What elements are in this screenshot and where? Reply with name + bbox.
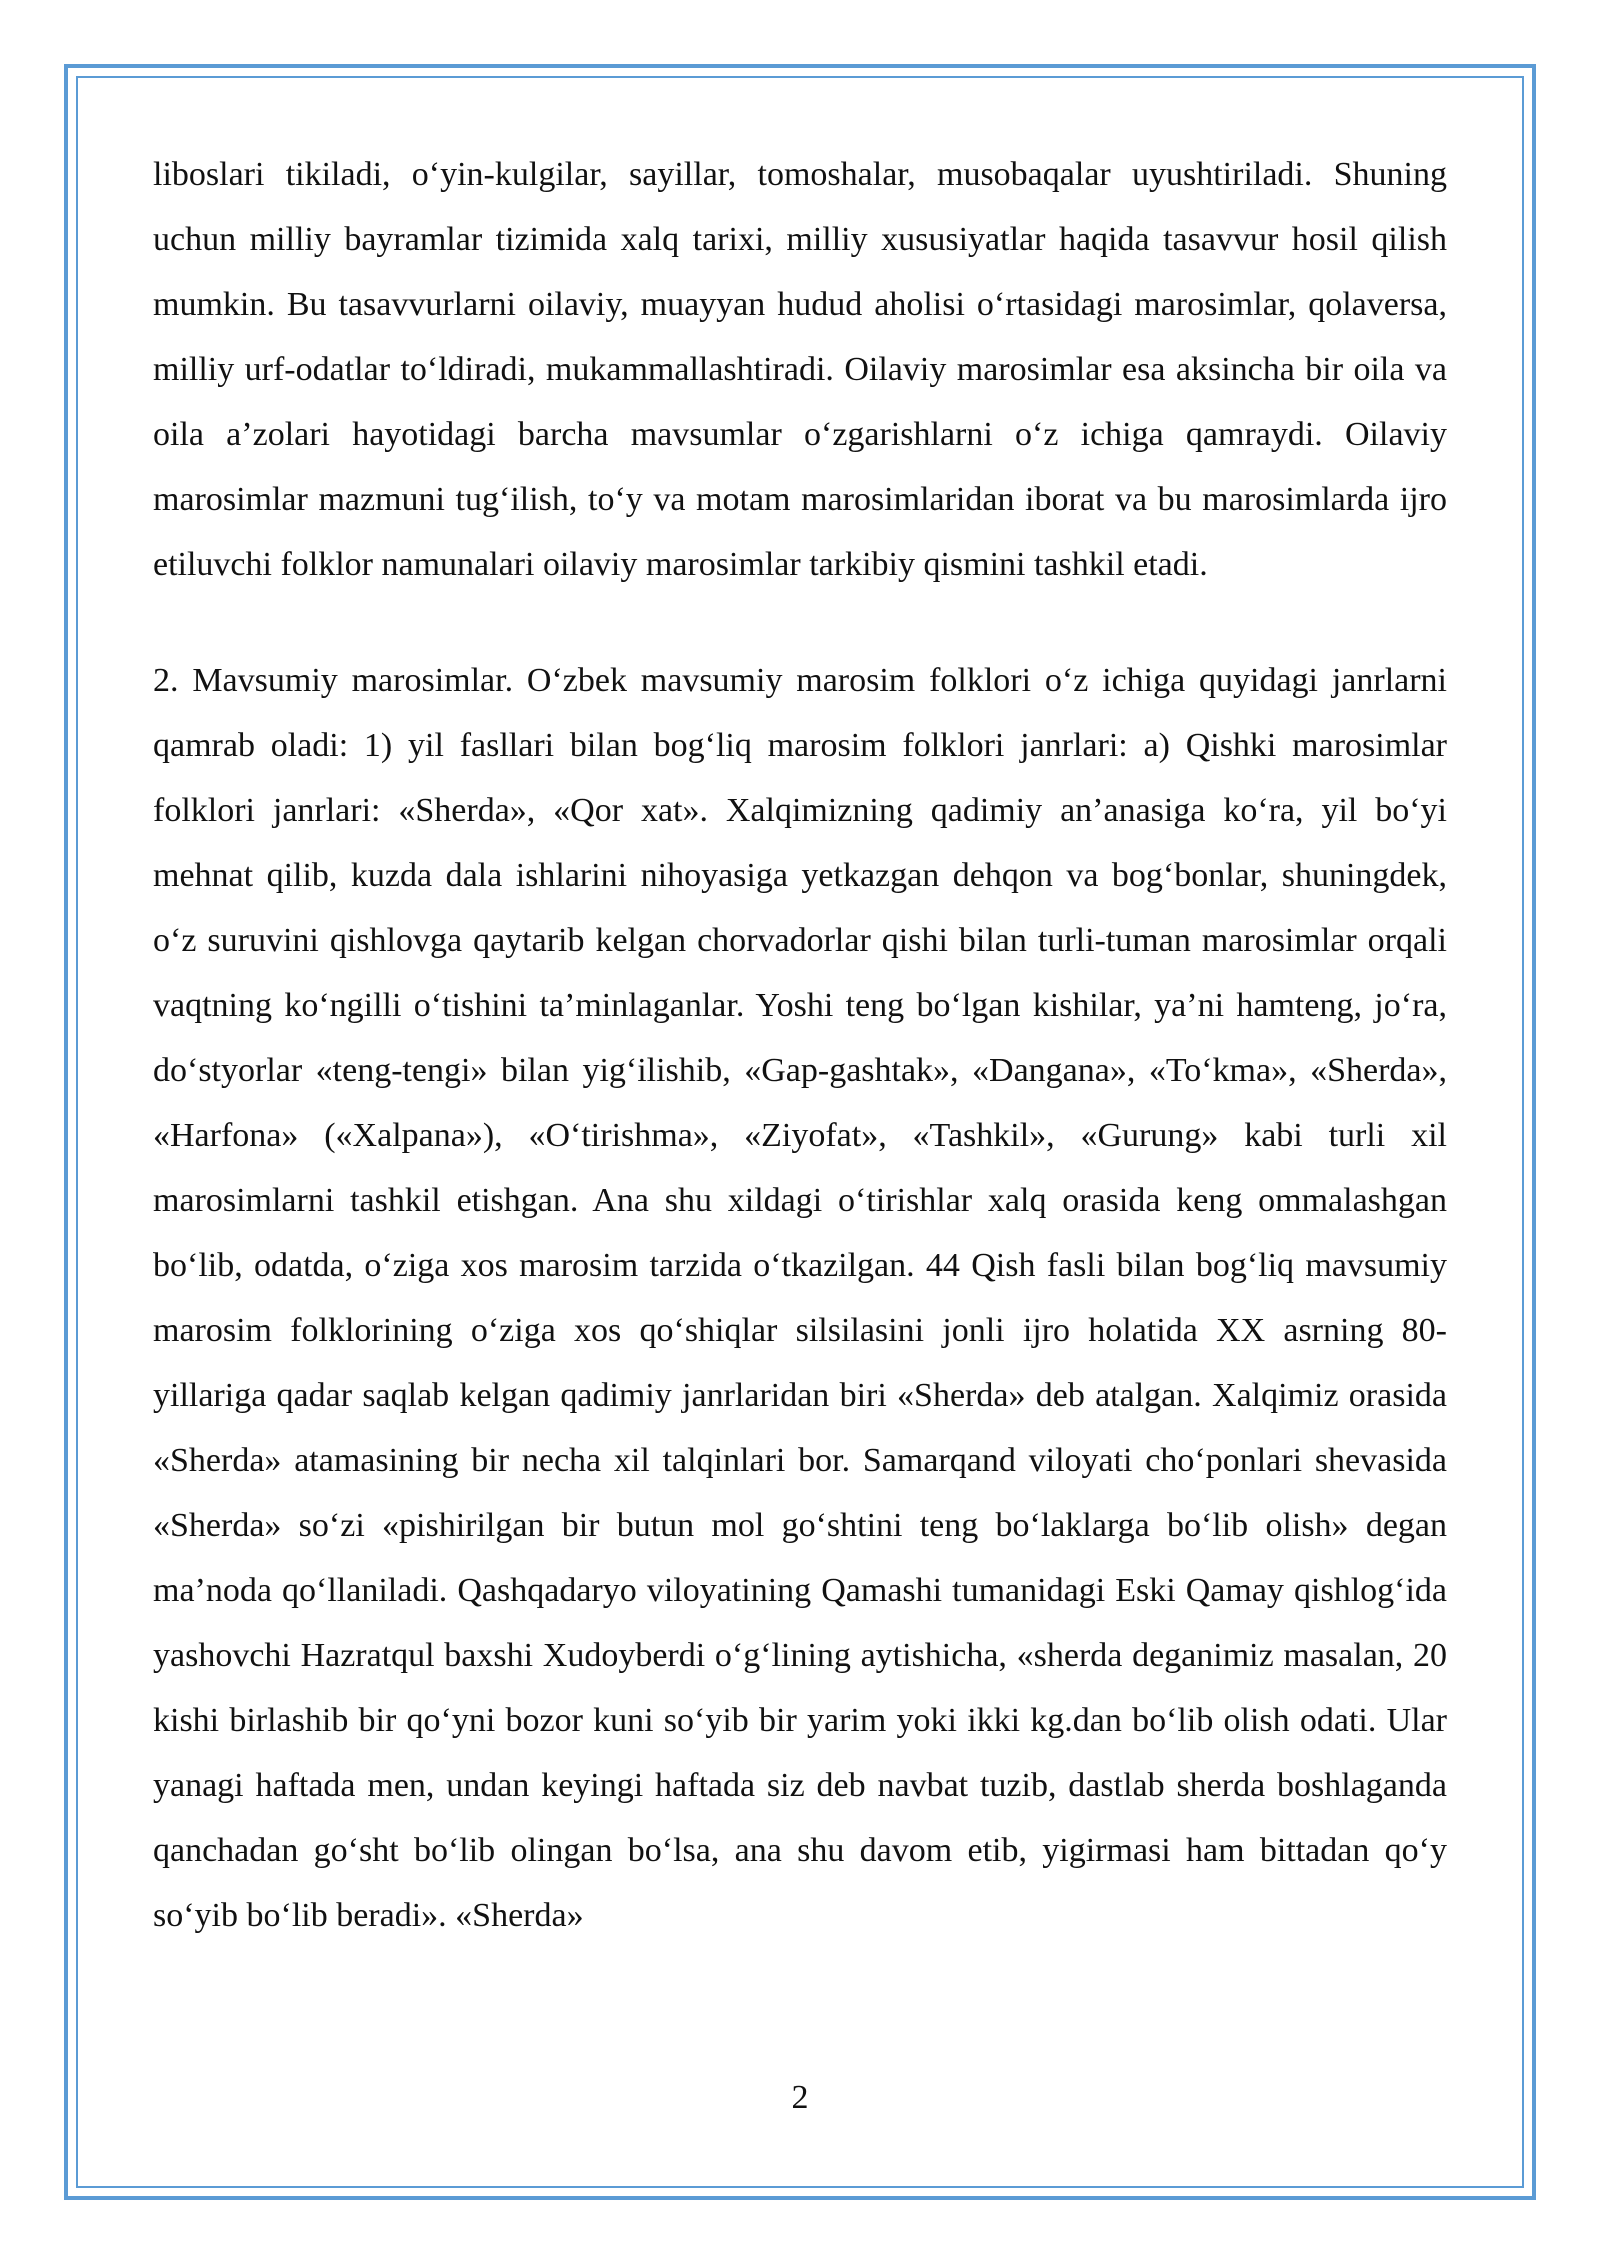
paragraph-1: liboslari tikiladi, o‘yin-kulgilar, sayillar, tomoshalar, musobaqalar uyushtiriladi. Shuning uchun milliy bayramlar tizimida xalq tarixi, milliy xususiyatlar haqida tasavvur hosil qilish mumkin. Bu tasavvurlarni oilaviy, muayyan hudud aholisi o‘rtasidagi marosimlar, qolaversa, milliy urf-odatlar to‘ldiradi, mukammallashtiradi. Oilaviy marosimlar esa aksincha bir oila va oila a’zolari hayotidagi barcha mavsumlar o‘zgarishlarni o‘z ichiga qamraydi. Oilaviy marosimlar mazmuni tug‘ilish, to‘y va motam marosimlaridan iborat va bu marosimlarda ijro etiluvchi folklor namunalari oilaviy marosimlar tarkibiy qismini tashkil etadi. bbox=[153, 156, 1447, 583]
page-number: 2 bbox=[791, 2079, 809, 2116]
document-body bbox=[153, 142, 1447, 1948]
paragraph-2: 2. Mavsumiy marosimlar. O‘zbek mavsumiy marosim folklori o‘z ichiga quyidagi janrlarni qamrab oladi: 1) yil fasllari bilan bog‘liq marosim folklori janrlari: a) Qishki marosimlar folklori janrlari: «Sherda», «Qor xat». Xalqimizning qadimiy an’anasiga ko‘ra, yil bo‘yi mehnat qilib, kuzda dala ishlarini nihoyasiga yetkazgan dehqon va bog‘bonlar, shuningdek, o‘z suruvini qishlovga qaytarib kelgan chorvadorlar qishi bilan turli-tuman marosimlar orqali vaqtning ko‘ngilli o‘tishini ta’minlaganlar. Yoshi teng bo‘lgan kishilar, ya’ni hamteng, jo‘ra, do‘styorlar «teng-tengi» bilan yig‘ilishib, «Gap-gashtak», «Dangana», «To‘kma», «Sherda», «Harfona» («Xalpana»), «O‘tirishma», «Ziyofat», «Tashkil», «Gurung» kabi turli xil marosimlarni tashkil etishgan. Ana shu xildagi o‘tirishlar xalq orasida keng ommalashgan bo‘lib, odatda, o‘ziga xos marosim tarzida o‘tkazilgan. 44 Qish fasli bilan bog‘liq mavsumiy marosim folklorining o‘ziga xos qo‘shiqlar silsilasini jonli ijro holatida XX asrning 80-yillariga qadar saqlab kelgan qadimiy janrlaridan biri «Sherda» deb atalgan. Xalqimiz orasida «Sherda» atamasining bir necha xil talqinlari bor. Samarqand viloyati cho‘ponlari shevasida «Sherda» so‘zi «pishirilgan bir butun mol go‘shtini teng bo‘laklarga bo‘lib olish» degan ma’noda qo‘llaniladi. Qashqadaryo viloyatining Qamashi tumanidagi Eski Qamay qishlog‘ida yashovchi Hazratqul baxshi Xudoyberdi o‘g‘lining aytishicha, «sherda deganimiz masalan, 20 kishi birlashib bir qo‘yni bozor kuni so‘yib bir yarim yoki ikki kg.dan bo‘lib olish odati. Ular yanagi haftada men, undan keyingi haftada siz deb navbat tuzib, dastlab sherda boshlaganda qanchadan go‘sht bo‘lib olingan bo‘lsa, ana shu davom etib, yigirmasi ham bittadan qo‘y so‘yib bo‘lib beradi». «Sherda» bbox=[153, 662, 1447, 1934]
